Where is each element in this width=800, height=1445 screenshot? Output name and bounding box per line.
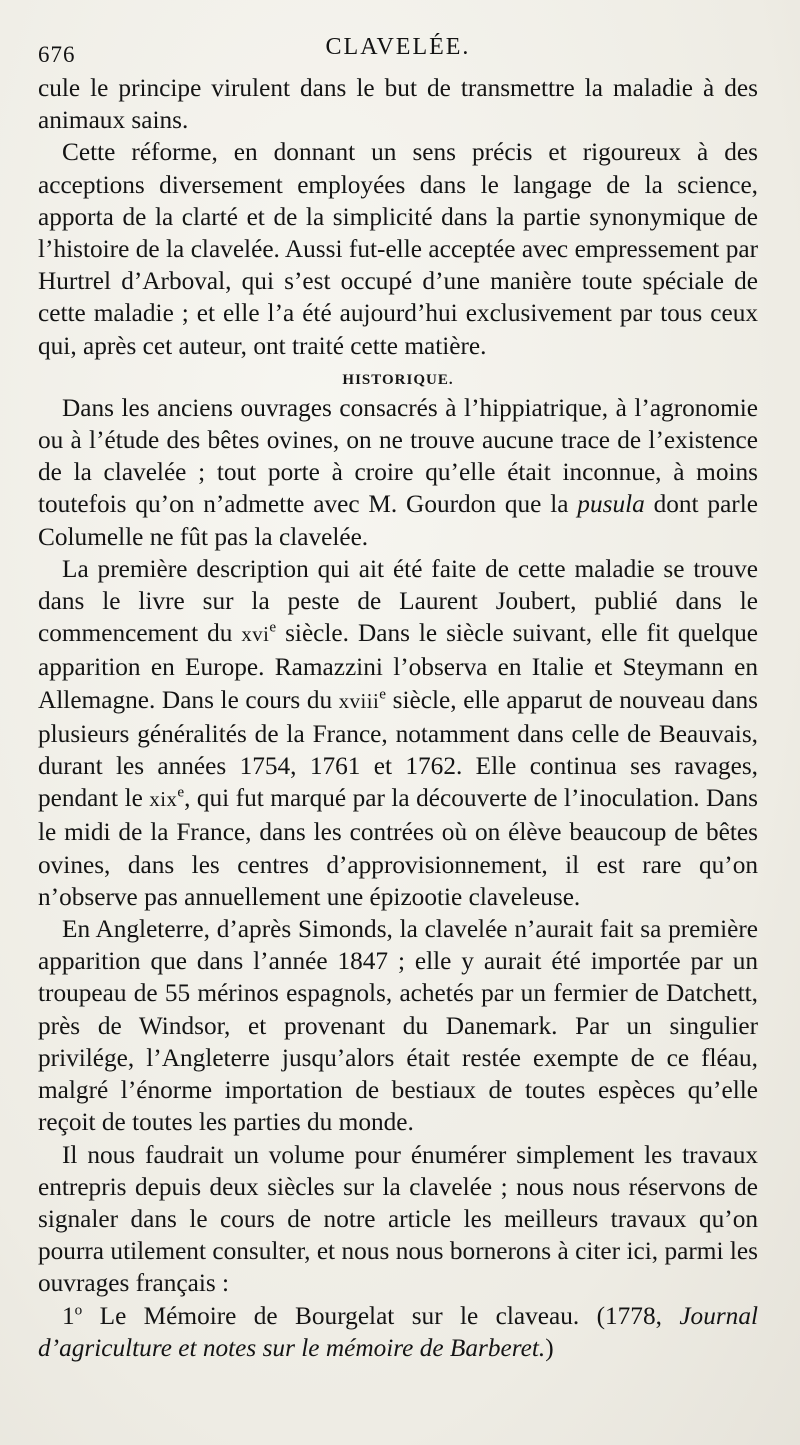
paragraph: Il nous faudrait un volume pour énumérer simplement les travaux entrepris depuis deux siècles sur la clavelée ; nous nous réservons de signaler dans le cours de notre article les meilleurs travaux qu’on pourra utilement consulter, et nous nous bornerons à citer ici, parmi les ouvrages français : xyxy=(38,1140,758,1298)
text-run: La première description qui ait été faite de cette maladie se trouve dans le livre sur la peste de Laurent Joubert, publié dans le commencement du xyxy=(38,554,758,648)
text-run: dont parle Columelle ne fût pas la clavelée. xyxy=(38,490,758,551)
century-numeral: xviii xyxy=(338,690,380,713)
paragraph xyxy=(38,392,758,553)
body-text xyxy=(38,72,758,1364)
text-run: siècle, elle apparut de nouveau dans plusieurs généralités de la France, notamment dans celle de Beauvais, durant les années 1754, 1761 et 1762. Elle continua ses ravages, pendant le xyxy=(38,685,758,813)
superscript: e xyxy=(177,783,185,801)
text-run: Dans les anciens ouvrages consacrés à l’hippiatrique, à l’agronomie ou à l’étude des bêtes ovines, on ne trouve aucune trace de l’existence de la clavelée ; tout porte à croire qu’elle était inconnue, à moins toutefois qu’on n’admette avec M. Gourdon que la xyxy=(38,393,758,519)
superscript: e xyxy=(269,618,277,636)
superscript: o xyxy=(74,1301,83,1319)
italic-term: pusula xyxy=(577,490,645,519)
century-numeral: xvi xyxy=(241,624,270,647)
superscript: e xyxy=(379,685,387,703)
page-number: 676 xyxy=(38,42,76,67)
page-header xyxy=(38,28,758,72)
text-run: siècle. Dans le siècle suivant, elle fit quelque apparition en Europe. Ramazzini l’observa en Italie et Steymann en Allemagne. Dans le cours du xyxy=(38,619,759,714)
paragraph xyxy=(38,553,758,913)
paragraph: cule le principe virulent dans le but de transmettre la maladie à des animaux sains. xyxy=(38,74,758,135)
running-title: CLAVELÉE. xyxy=(325,34,471,60)
list-number: 1 xyxy=(62,1301,75,1330)
section-title: HISTORIQUE. xyxy=(342,371,454,388)
text-run: Le Mémoire de Bourgelat sur le claveau. (1778, xyxy=(99,1301,662,1330)
paragraph: Cette réforme, en donnant un sens précis et rigoureux à des acceptions diversement employées dans le langage de la science, apporta de la clarté et de la simplicité dans la partie synonymique de l’histoire de la clavelée. Aussi fut-elle acceptée avec empressement par Hurtrel d’Arboval, qui s’est occupé d’une manière toute spéciale de cette maladie ; et elle l’a été aujourd’hui exclusivement par tous ceux qui, après cet auteur, ont traité cette matière. xyxy=(38,138,758,360)
paragraph: En Angleterre, d’après Simonds, la clavelée n’aurait fait sa première apparition que dans l’année 1847 ; elle y aurait été importée par un troupeau de 55 mérinos espagnols, achetés par un fermier de Datchett, près de Windsor, et provenant du Danemark. Par un singulier privilége, l’Angleterre jusqu’alors était restée exempte de ce fléau, malgré l’énorme importation de bestiaux de toutes espèces qu’elle reçoit de toutes les parties du monde. xyxy=(38,915,758,1137)
list-item xyxy=(38,1300,758,1364)
century-numeral: xix xyxy=(149,789,178,812)
text-run: , qui fut marqué par la découverte de l’inoculation. Dans le midi de la France, dans les contrées où on élève beaucoup de bêtes ovines, dans les centres d’approvisionnement, il est rare qu’on n’observe pas annuellement une épizootie claveleuse. xyxy=(38,784,758,911)
text-run: ) xyxy=(545,1333,554,1362)
italic-citation: Journal d’agriculture et notes sur le mémoire de Barberet. xyxy=(38,1301,759,1362)
